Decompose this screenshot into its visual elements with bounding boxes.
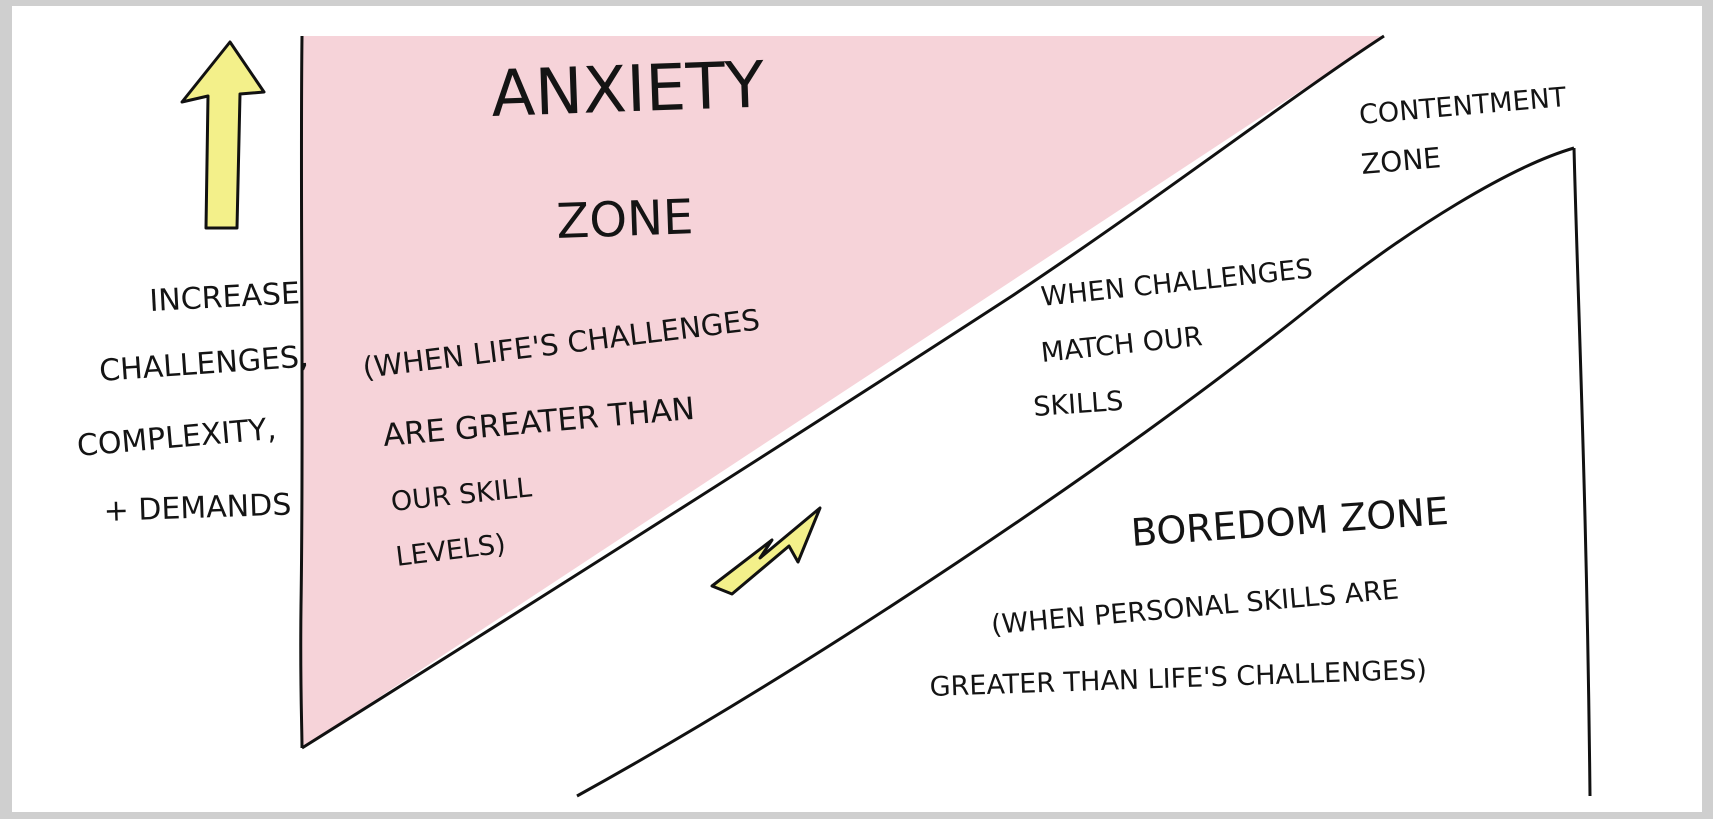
axis-label xyxy=(76,276,310,529)
diagram-canvas xyxy=(12,6,1702,812)
flow-zones-diagram xyxy=(12,6,1702,812)
diagonal-arrow-icon xyxy=(712,508,820,594)
anxiety-zone-region xyxy=(302,36,1384,748)
axis-label-line1: INCREASE xyxy=(148,276,301,319)
anxiety-zone-desc-line1: (WHEN LIFE'S CHALLENGES xyxy=(360,302,762,385)
contentment-zone-desc-line2: MATCH OUR xyxy=(1039,321,1204,369)
anxiety-zone-title: ANXIETY xyxy=(489,48,766,132)
anxiety-left-boundary xyxy=(301,36,302,748)
boredom-right-boundary xyxy=(1574,148,1590,796)
up-arrow-icon xyxy=(182,42,264,228)
anxiety-zone-desc-line2: ARE GREATER THAN xyxy=(381,390,697,454)
contentment-zone-title-line2: ZONE xyxy=(1359,141,1443,181)
boredom-zone-desc-line2: GREATER THAN LIFE'S CHALLENGES) xyxy=(929,654,1428,703)
boredom-zone-desc-line1: (WHEN PERSONAL SKILLS ARE xyxy=(989,574,1401,641)
axis-label-line4: + DEMANDS xyxy=(103,487,292,529)
anxiety-zone-word: ZONE xyxy=(555,189,695,250)
contentment-zone-desc-line3: SKILLS xyxy=(1032,385,1125,423)
axis-label-line2: CHALLENGES, xyxy=(98,339,310,389)
contentment-zone-title-line1: CONTENTMENT xyxy=(1357,81,1568,131)
contentment-zone-desc-line1: WHEN CHALLENGES xyxy=(1039,253,1315,313)
boredom-zone-labels xyxy=(929,489,1450,703)
anxiety-zone-desc-line4: LEVELS) xyxy=(394,528,508,573)
anxiety-zone-desc-line3: OUR SKILL xyxy=(389,472,534,518)
axis-label-line3: COMPLEXITY, xyxy=(75,411,278,464)
boredom-zone-title: BOREDOM ZONE xyxy=(1129,488,1450,555)
